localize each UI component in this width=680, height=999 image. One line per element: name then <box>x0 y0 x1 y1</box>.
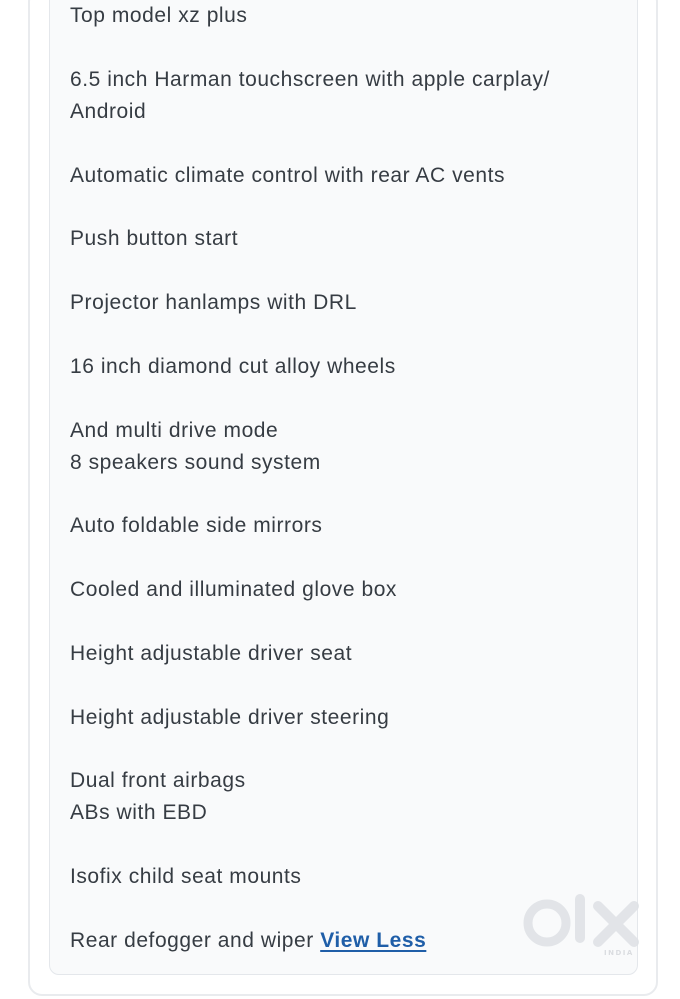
description-line: Height adjustable driver seat <box>70 642 353 665</box>
description-line: Isofix child seat mounts <box>70 865 302 888</box>
description-line: 8 speakers sound system <box>70 451 321 474</box>
description-line: 6.5 inch Harman touchscreen with apple carplay/ <box>70 68 550 91</box>
description-last-line <box>70 925 426 957</box>
description-line: Height adjustable driver steering <box>70 706 390 729</box>
description-line: Cooled and illuminated glove box <box>70 578 397 601</box>
description-line: ABs with EBD <box>70 801 208 824</box>
description-line: Automatic climate control with rear AC vents <box>70 164 506 187</box>
description-line: 16 inch diamond cut alloy wheels <box>70 355 396 378</box>
watermark-region: INDIA <box>604 949 634 957</box>
description-line: Top model xz plus <box>70 4 248 27</box>
view-less-link[interactable]: View Less <box>320 929 427 952</box>
description-line: Dual front airbags <box>70 769 246 792</box>
olx-logo-icon <box>520 892 646 958</box>
description-line: Push button start <box>70 227 239 250</box>
description-line: Projector hanlamps with DRL <box>70 291 357 314</box>
description-line: And multi drive mode <box>70 419 279 442</box>
description-line: Android <box>70 100 147 123</box>
description-line: Auto foldable side mirrors <box>70 514 323 537</box>
description-line: Rear defogger and wiper <box>70 929 314 952</box>
